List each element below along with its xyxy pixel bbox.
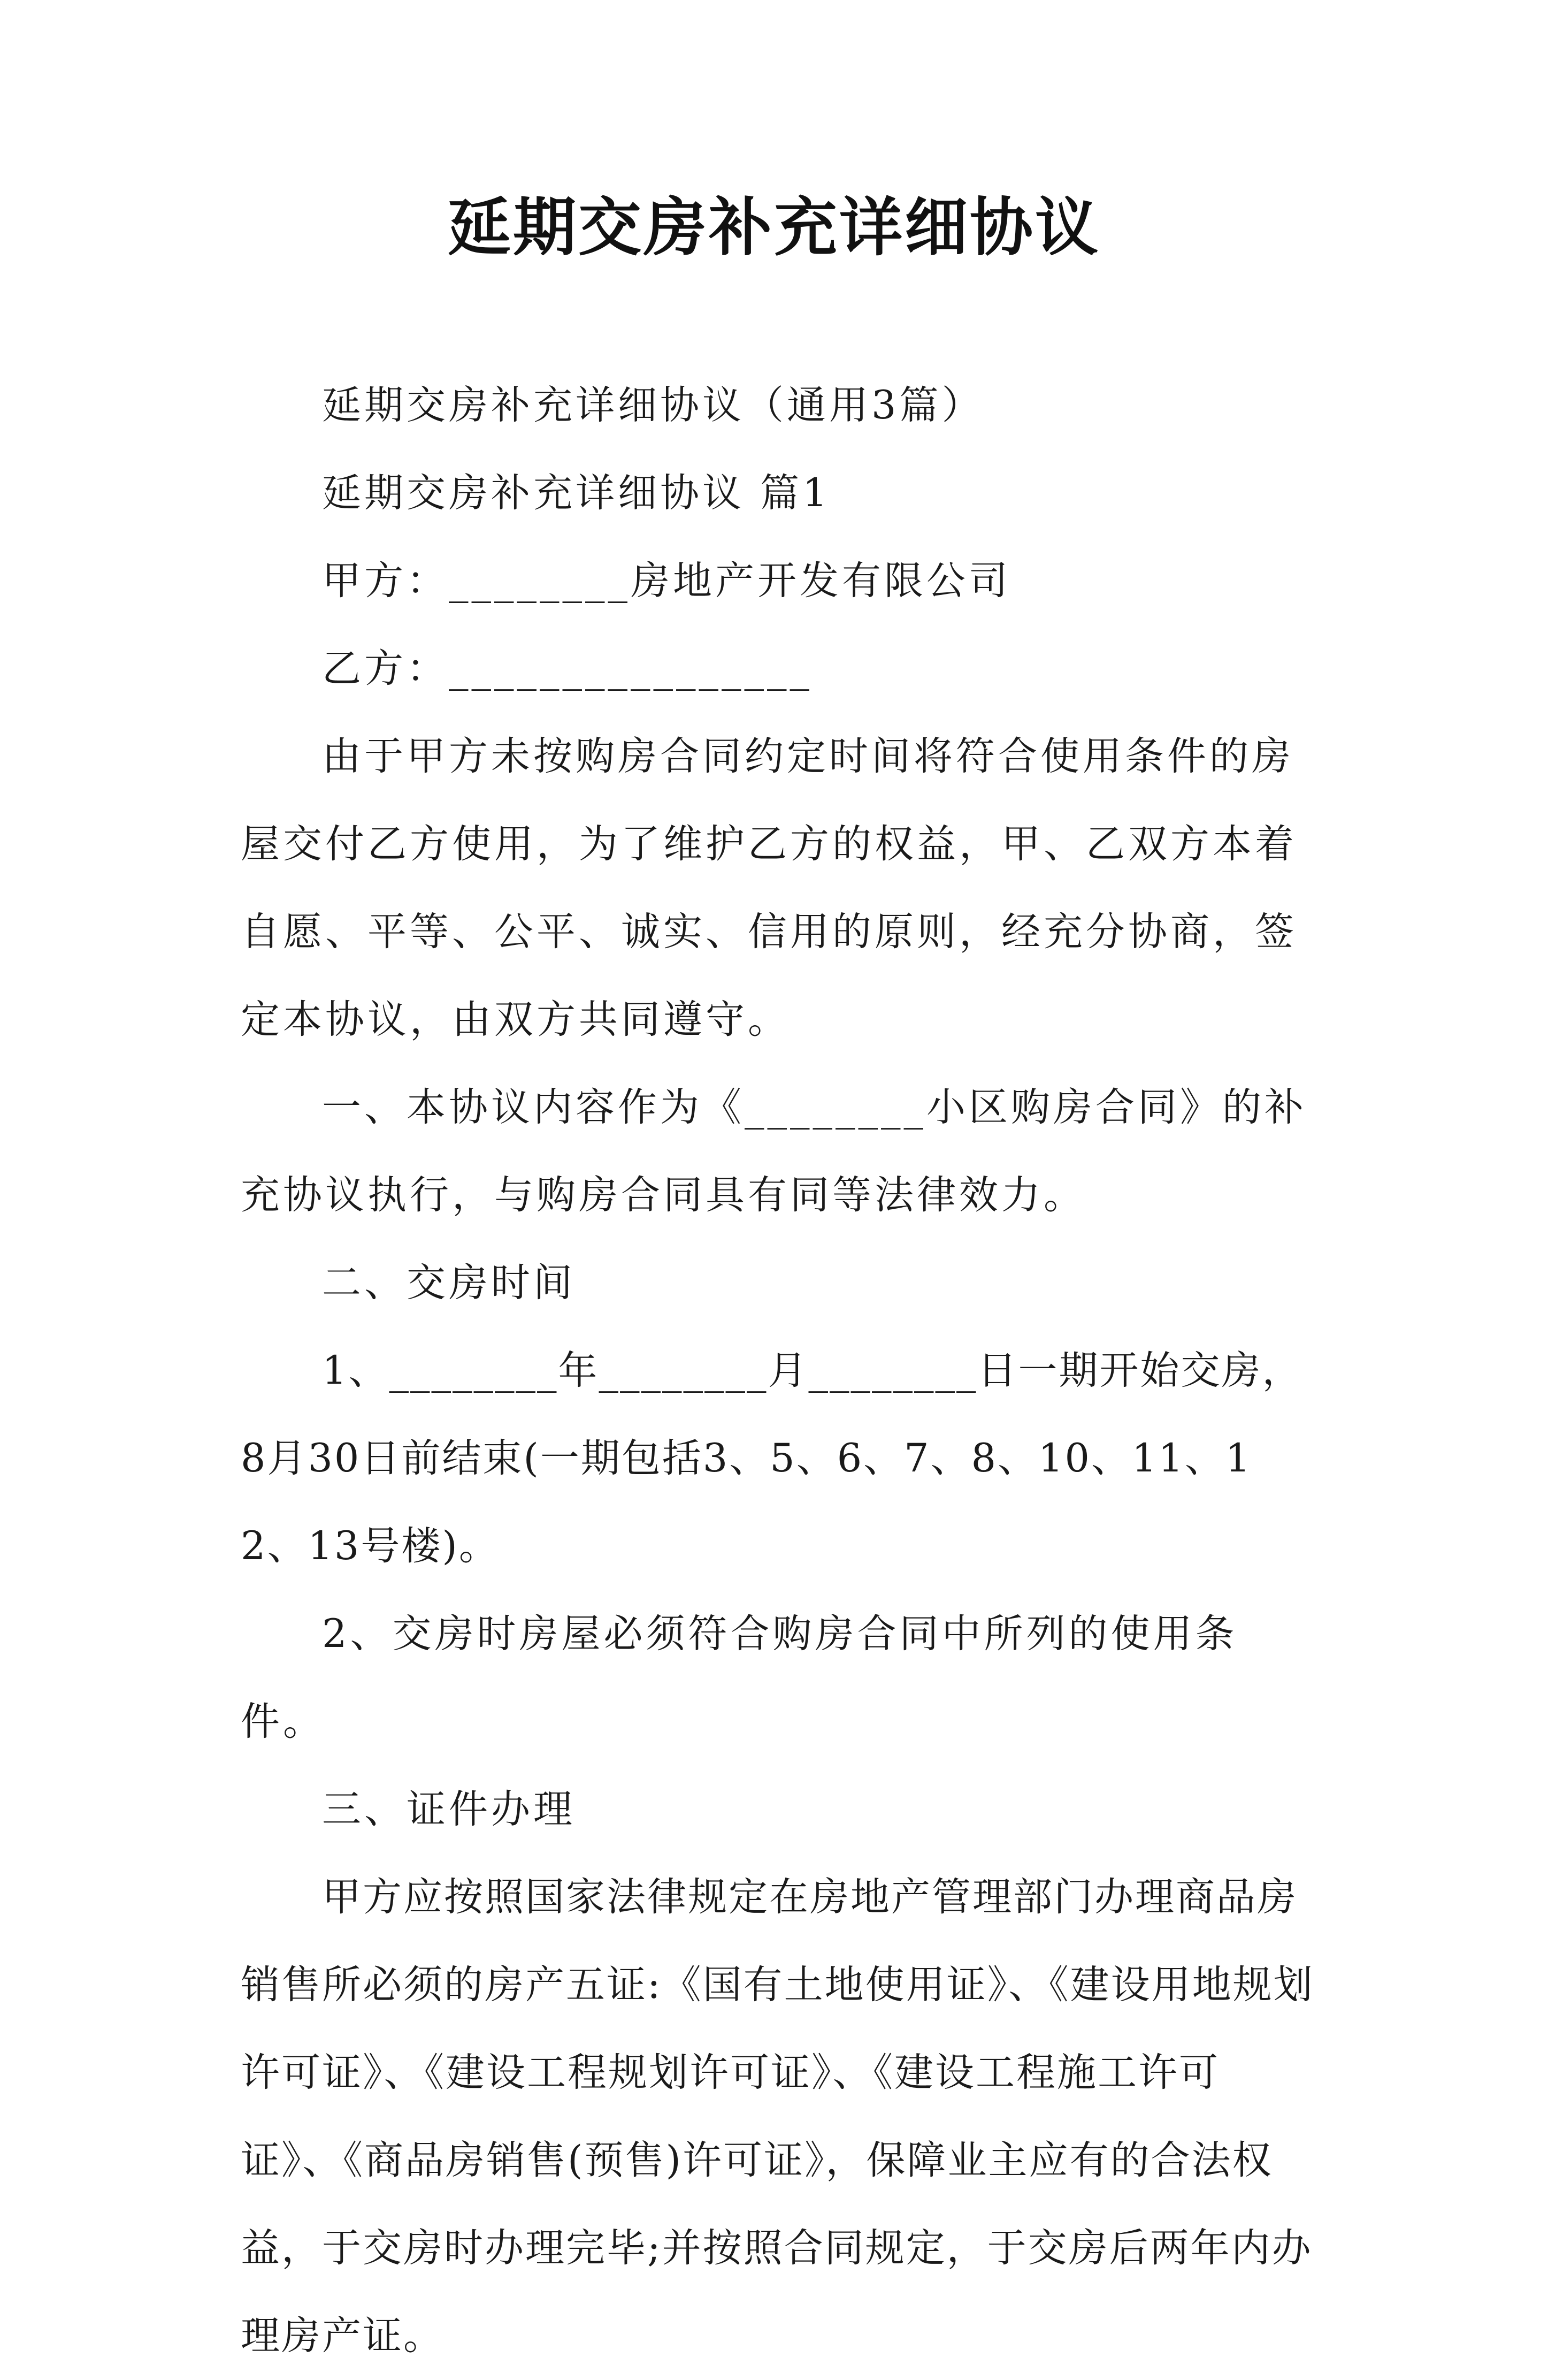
document-body <box>241 362 1316 2380</box>
clause-two-item-1: 1、________年________月________日一期开始交房，8月30日前结束(一期包括3、5、6、7、8、10、11、12、13号楼)。 <box>241 1348 1303 1569</box>
document-title: 延期交房补充详细协议 <box>447 190 1100 264</box>
subtitle-paragraph: 延期交房补充详细协议（通用3篇） <box>322 383 984 428</box>
clause-three-heading: 三、证件办理 <box>322 1787 576 1832</box>
preamble-paragraph: 由于甲方未按购房合同约定时间将符合使用条件的房屋交付乙方使用，为了维护乙方的权益，甲、乙双方本着自愿、平等、公平、诚实、信用的原则，经充分协商，签定本协议，由双方共同遵守。 <box>241 734 1297 1042</box>
section-heading-part1: 延期交房补充详细协议 篇1 <box>322 470 831 516</box>
clause-one-paragraph: 一、本协议内容作为《________小区购房合同》的补充协议执行，与购房合同具有同等法律效力。 <box>241 1085 1307 1218</box>
party-a-line: 甲方：________房地产开发有限公司 <box>322 558 1011 604</box>
clause-three-paragraph: 甲方应按照国家法律规定在房地产管理部门办理商品房销售所必须的房产五证:《国有土地使用证》、《建设用地规划许可证》、《建设工程规划许可证》、《建设工程施工许可证》、《商品房销售(预售)许可证》，保障业主应有的合法权益，于交房时办理完毕;并按照合同规定，于交房后两年内办理房产证。 <box>241 1874 1314 2359</box>
clause-two-heading: 二、交房时间 <box>322 1260 576 1306</box>
clause-two-item-2: 2、交房时房屋必须符合购房合同中所列的使用条件。 <box>241 1611 1238 1744</box>
party-b-line: 乙方：________________ <box>322 646 813 691</box>
